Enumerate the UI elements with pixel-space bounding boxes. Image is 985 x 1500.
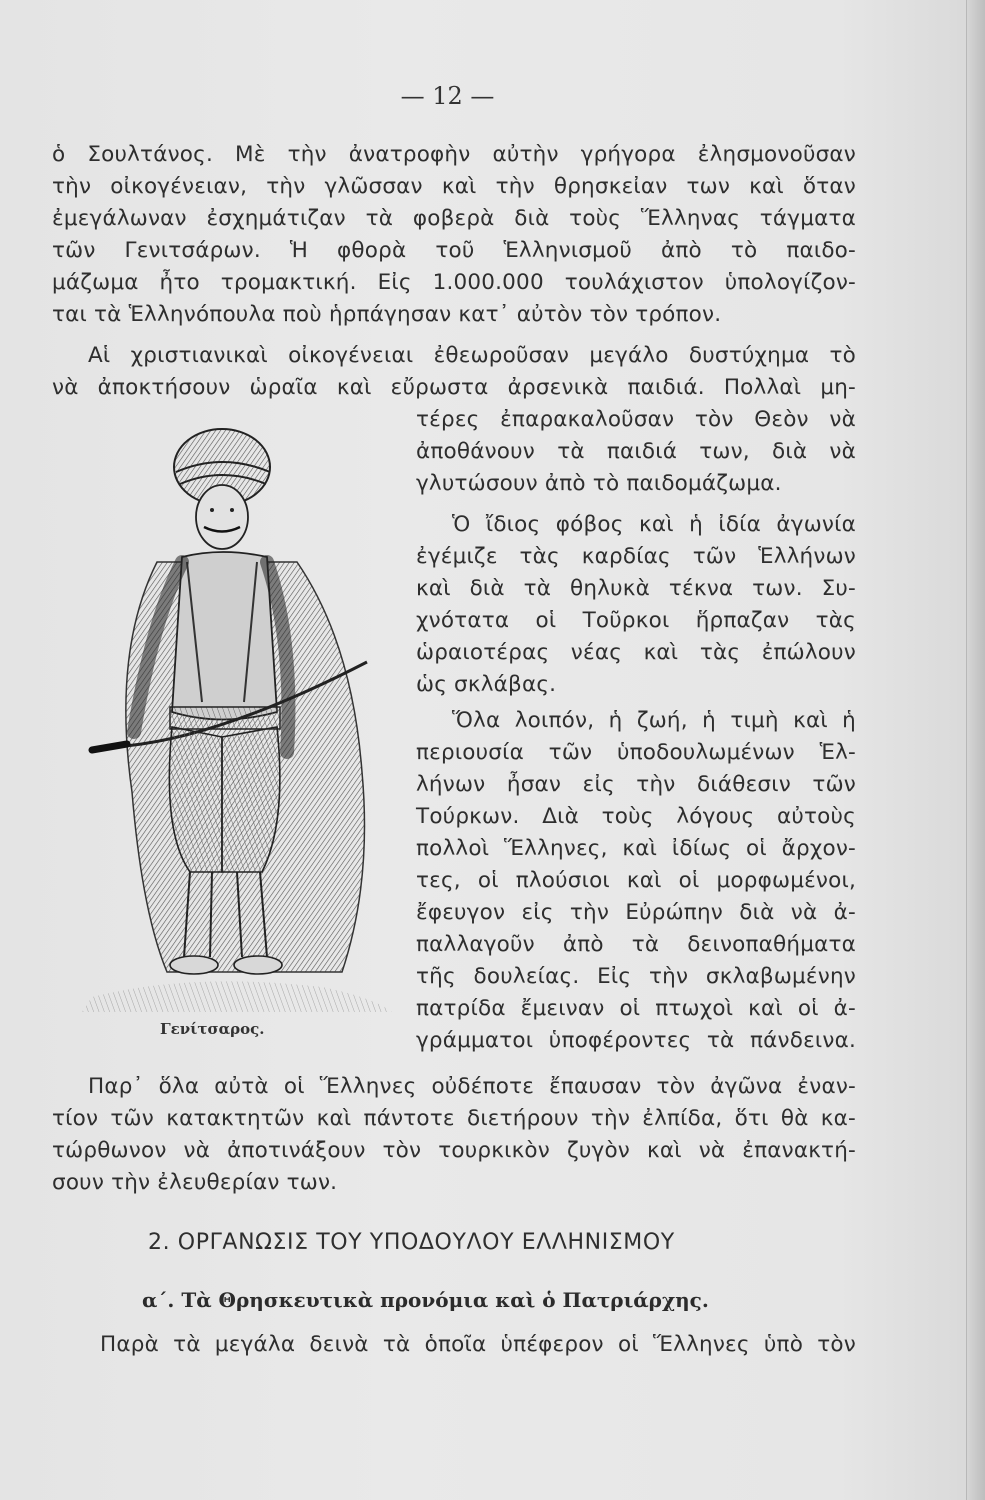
janissary-illustration	[72, 412, 402, 1024]
text-line: ὁ Σουλτάνος. Μὲ τὴν ἀνατροφὴν αὐτὴν γρήγορα ἐλησμονοῦσαν	[52, 142, 856, 167]
text-line: ἐμεγάλωναν ἐσχημάτιζαν τὰ φοβερὰ διὰ τοὺς Ἕλληνας τάγματα	[52, 206, 856, 231]
text-line: τώρθωνον νὰ ἀποτινάξουν τὸν τουρκικὸν ζυγὸν καὶ νὰ ἐπανακτή-	[52, 1138, 856, 1163]
text-line: Ὅλα λοιπόν, ἡ ζωή, ἡ τιμὴ καὶ ἡ	[452, 708, 856, 733]
page-edge	[966, 0, 985, 1500]
text-line: χνότατα οἱ Τοῦρκοι ἥρπαζαν τὰς	[416, 608, 856, 633]
text-line: παλλαγοῦν ἀπὸ τὰ δεινοπαθήματα	[416, 932, 856, 957]
text-line: τὴν οἰκογένειαν, τὴν γλῶσσαν καὶ τὴν θρησκεἰαν των καὶ ὅταν	[52, 174, 856, 199]
text-line: τῆς δουλείας. Εἰς τὴν σκλαβωμένην	[416, 964, 856, 989]
text-line: ται τὰ Ἑλληνόπουλα ποὺ ἡρπάγησαν κατ᾽ αὐτὸν τὸν τρόπον.	[52, 302, 722, 327]
text-line: γλυτώσουν ἀπὸ τὸ παιδομάζωμα.	[416, 471, 782, 496]
text-line: τες, οἱ πλούσιοι καὶ οἱ μορφωμένοι,	[416, 868, 856, 893]
page-number: — 12 —	[400, 82, 495, 110]
text-line: τίον τῶν κατακτητῶν καὶ πάντοτε διετήρουν τὴν ἐλπίδα, ὅτι θὰ κα-	[52, 1106, 856, 1131]
text-line: πατρίδα ἔμειναν οἱ πτωχοὶ καὶ οἱ ἀ-	[416, 996, 856, 1021]
text-line: νὰ ἀποκτήσουν ὡραῖα καὶ εὔρωστα ἀρσενικὰ παιδιά. Πολλαὶ μη-	[52, 375, 856, 400]
text-line: ἔφευγον εἰς τὴν Εὐρώπην διὰ νὰ ἀ-	[416, 900, 856, 925]
text-line: Τούρκων. Διὰ τοὺς λόγους αὐτοὺς	[416, 804, 856, 829]
text-line: ὡραιοτέρας νέας καὶ τὰς ἐπώλουν	[416, 640, 856, 665]
text-line: Αἱ χριστιανικαὶ οἰκογένειαι ἐθεωροῦσαν μεγάλο δυστύχημα τὸ	[88, 343, 856, 368]
text-line: ἀποθάνουν τὰ παιδιά των, διὰ νὰ	[416, 439, 856, 464]
text-line: μάζωμα ἦτο τρομακτική. Εἰς 1.000.000 τουλάχιστον ὑπολογίζον-	[52, 270, 856, 295]
text-line: τῶν Γενιτσάρων. Ἡ φθορὰ τοῦ Ἑλληνισμοῦ ἀπὸ τὸ παιδο-	[52, 238, 856, 263]
text-line: ὡς σκλάβας.	[416, 672, 557, 697]
text-line: λήνων ἦσαν εἰς τὴν διάθεσιν τῶν	[416, 772, 856, 797]
text-line: πολλοὶ Ἕλληνες, καὶ ἰδίως οἱ ἄρχον-	[416, 836, 856, 861]
text-line: Παρὰ τὰ μεγάλα δεινὰ τὰ ὁποῖα ὑπέφερον οἱ Ἕλληνες ὑπὸ τὸν	[100, 1332, 856, 1357]
text-line: τέρες ἐπαρακαλοῦσαν τὸν Θεὸν νὰ	[416, 407, 856, 432]
text-line: ἐγέμιζε τὰς καρδίας τῶν Ἑλλήνων	[416, 544, 856, 569]
subsection-heading: α΄. Τὰ Θρησκευτικὰ προνόμια καὶ ὁ Πατριάρχης.	[142, 1288, 709, 1312]
text-line: σουν τὴν ἐλευθερίαν των.	[52, 1170, 338, 1195]
figure-caption: Γενίτσαρος.	[160, 1020, 265, 1038]
text-line: καὶ διὰ τὰ θηλυκὰ τέκνα των. Συ-	[416, 576, 856, 601]
text-line: γράμματοι ὑποφέροντες τὰ πάνδεινα.	[416, 1028, 856, 1053]
text-line: περιουσία τῶν ὑποδουλωμένων Ἑλ-	[416, 740, 856, 765]
section-heading: 2. ΟΡΓΑΝΩΣΙΣ ΤΟΥ ΥΠΟΔΟΥΛΟΥ ΕΛΛΗΝΙΣΜΟΥ	[148, 1230, 675, 1255]
text-line: Ὁ ἴδιος φόβος καὶ ἡ ἰδία ἀγωνία	[452, 512, 856, 537]
text-line: Παρ᾽ ὅλα αὐτὰ οἱ Ἕλληνες οὐδέποτε ἔπαυσαν τὸν ἀγῶνα ἐναν-	[88, 1074, 856, 1099]
